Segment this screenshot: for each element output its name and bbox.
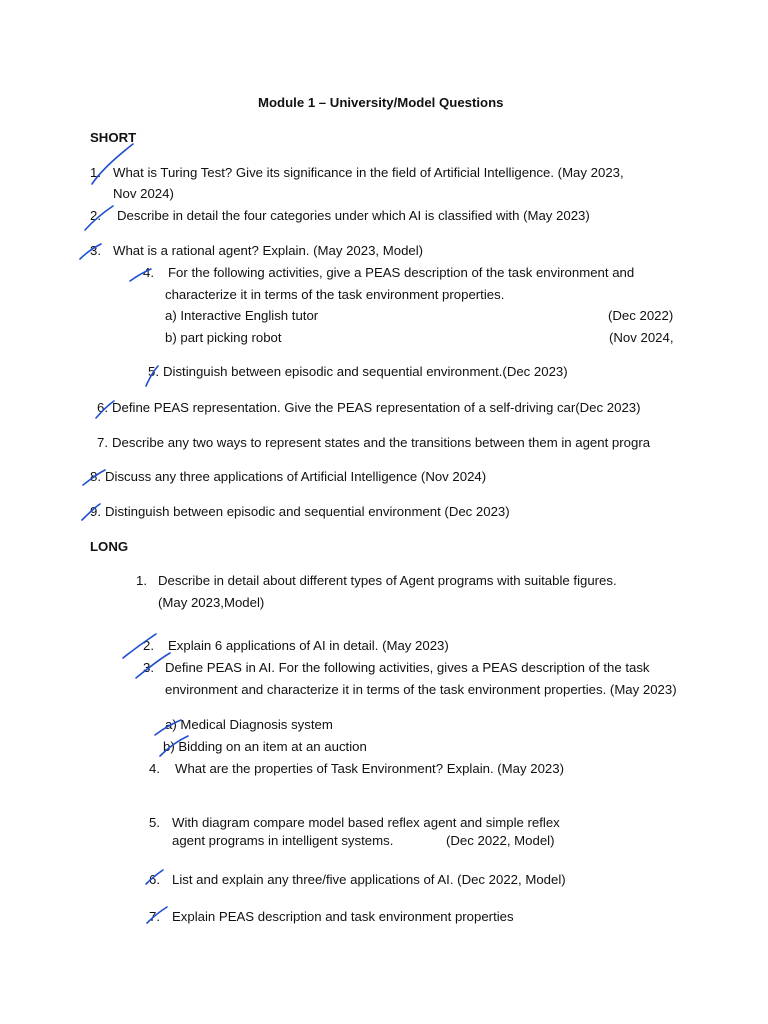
short-q5-number: 5.: [148, 364, 159, 379]
long-q2-text: Explain 6 applications of AI in detail. (May 2023): [168, 638, 449, 653]
short-q2-number: 2.: [90, 208, 101, 223]
long-q5-text-cont: agent programs in intelligent systems.: [172, 833, 394, 848]
long-q1-text-cont: (May 2023,Model): [158, 595, 265, 610]
short-heading: SHORT: [90, 130, 137, 145]
long-q5-number: 5.: [149, 815, 160, 830]
long-q4-text: What are the properties of Task Environment? Explain. (May 2023): [175, 761, 564, 776]
short-q2-text: Describe in detail the four categories under which AI is classified with (May 2023): [117, 208, 590, 223]
short-q4-sub-a-date: (Dec 2022): [608, 308, 674, 323]
short-q8-number: 8.: [90, 469, 101, 484]
long-heading: LONG: [90, 539, 129, 554]
short-q9-text: Distinguish between episodic and sequential environment (Dec 2023): [105, 504, 510, 519]
long-q3-text: Define PEAS in AI. For the following activities, gives a PEAS description of the task: [165, 660, 650, 675]
short-q1-number: 1.: [90, 165, 101, 180]
short-q1-text-cont: Nov 2024): [113, 186, 174, 201]
long-q7-number: 7.: [149, 909, 160, 924]
short-q5-text: Distinguish between episodic and sequential environment.(Dec 2023): [163, 364, 568, 379]
long-q4-number: 4.: [149, 761, 160, 776]
short-q4-sub-a: a) Interactive English tutor: [165, 308, 319, 323]
long-q1-number: 1.: [136, 573, 147, 588]
short-q7-number: 7.: [97, 435, 108, 450]
short-q6-text: Define PEAS representation. Give the PEAS representation of a self-driving car(Dec 2023): [112, 400, 641, 415]
long-q3-sub-a: a) Medical Diagnosis system: [165, 717, 333, 732]
long-q2-number: 2.: [143, 638, 154, 653]
short-q3-number: 3.: [90, 243, 101, 258]
long-q6-text: List and explain any three/five applications of AI. (Dec 2022, Model): [172, 872, 566, 887]
short-q4-sub-b-date: (Nov 2024,: [609, 330, 674, 345]
page-title: Module 1 – University/Model Questions: [258, 95, 504, 110]
short-q4-number: 4.: [143, 265, 154, 280]
long-q7-text: Explain PEAS description and task environment properties: [172, 909, 514, 924]
short-q9-number: 9.: [90, 504, 101, 519]
long-q5-text: With diagram compare model based reflex agent and simple reflex: [172, 815, 560, 830]
long-q3-number: 3.: [143, 660, 154, 675]
long-q5-date: (Dec 2022, Model): [446, 833, 555, 848]
long-q1-text: Describe in detail about different types of Agent programs with suitable figures.: [158, 573, 617, 588]
long-q3-text-cont: environment and characterize it in terms of the task environment properties. (May 2023): [165, 682, 677, 697]
short-q8-text: Discuss any three applications of Artificial Intelligence (Nov 2024): [105, 469, 487, 484]
short-q1-text: What is Turing Test? Give its significance in the field of Artificial Intelligence. (May 2023,: [113, 165, 624, 180]
short-q7-text: Describe any two ways to represent states and the transitions between them in agent progra: [112, 435, 651, 450]
long-q3-sub-b: b) Bidding on an item at an auction: [163, 739, 367, 754]
short-q4-text-cont: characterize it in terms of the task environment properties.: [165, 287, 505, 302]
short-q3-text: What is a rational agent? Explain. (May 2023, Model): [113, 243, 424, 258]
short-q4-text: For the following activities, give a PEAS description of the task environment and: [168, 265, 635, 280]
short-q6-number: 6.: [97, 400, 108, 415]
long-q6-number: 6.: [149, 872, 160, 887]
short-q4-sub-b: b) part picking robot: [165, 330, 282, 345]
